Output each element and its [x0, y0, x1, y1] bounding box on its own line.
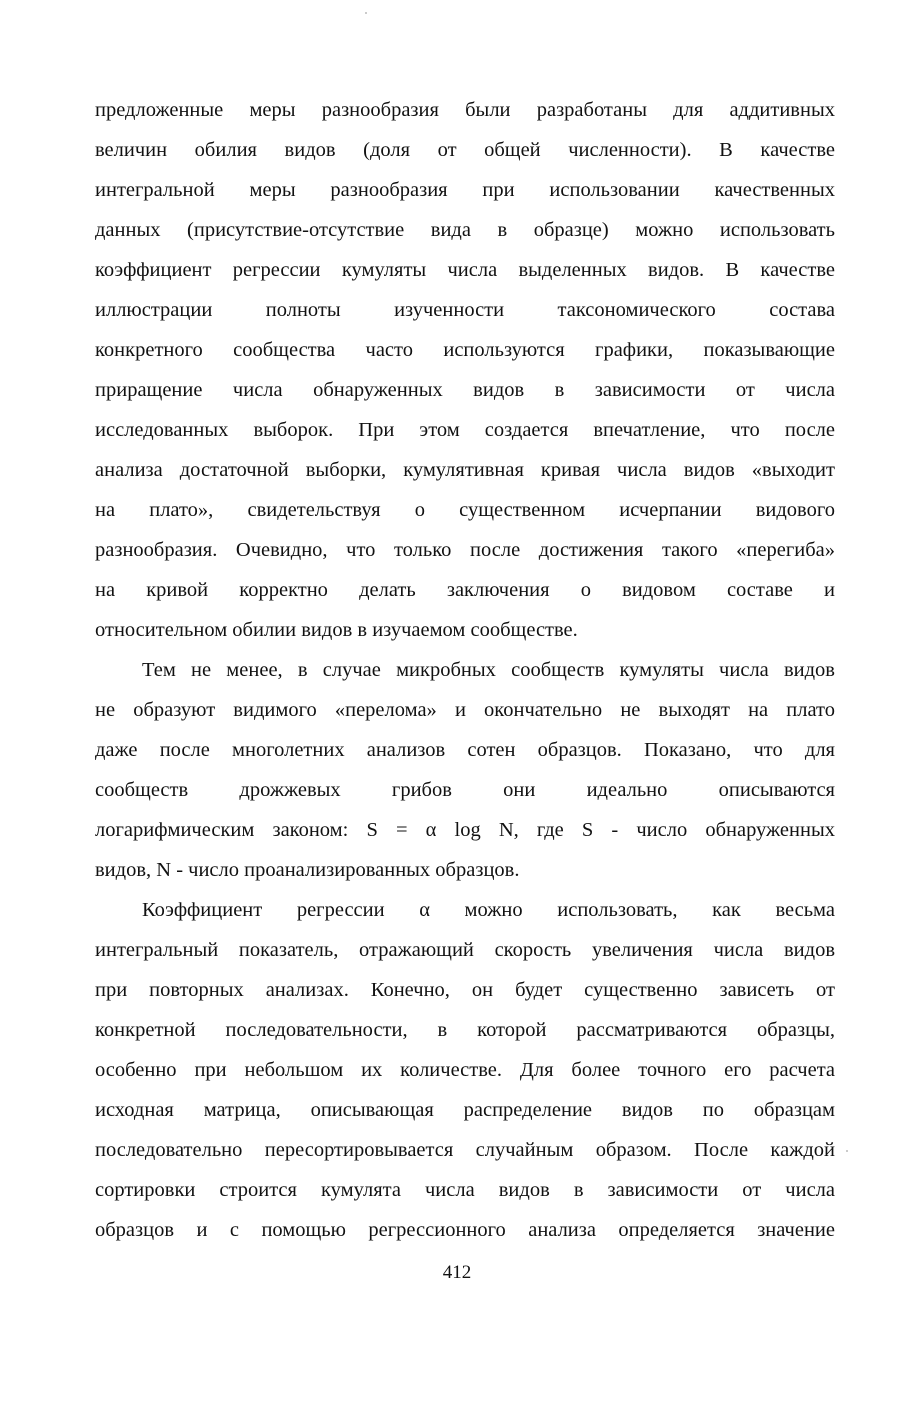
text-line: сообществ дрожжевых грибов они идеально описываются	[95, 779, 835, 801]
text-line: конкретного сообщества часто используются графики, показывающие	[95, 339, 835, 361]
scan-speck	[365, 12, 367, 14]
text-line: исходная матрица, описывающая распределение видов по образцам	[95, 1099, 835, 1121]
text-line: предложенные меры разнообразия были разработаны для аддитивных	[95, 99, 835, 121]
paragraph-1	[95, 90, 835, 650]
body-text	[95, 90, 835, 1250]
text-line: сортировки строится кумулята числа видов в зависимости от числа	[95, 1179, 835, 1201]
text-line: даже после многолетних анализов сотен образцов. Показано, что для	[95, 739, 835, 761]
page-number: 412	[442, 1262, 472, 1283]
text-line: Коэффициент регрессии α можно использовать, как весьма	[142, 899, 835, 921]
paragraph-2	[95, 650, 835, 890]
text-line: исследованных выборок. При этом создается впечатление, что после	[95, 419, 835, 441]
text-line: иллюстрации полноты изученности таксономического состава	[95, 299, 835, 321]
text-line: на кривой корректно делать заключения о видовом составе и	[95, 579, 835, 601]
text-line: коэффициент регрессии кумуляты числа выделенных видов. В качестве	[95, 259, 835, 281]
text-line: последовательно пересортировывается случайным образом. После каждой	[95, 1139, 835, 1161]
text-line: видов, N - число проанализированных образцов.	[95, 859, 520, 881]
text-line: интегральный показатель, отражающий скорость увеличения числа видов	[95, 939, 835, 961]
text-line: интегральной меры разнообразия при использовании качественных	[95, 179, 835, 201]
text-line: при повторных анализах. Конечно, он будет существенно зависеть от	[95, 979, 835, 1001]
text-line: относительном обилии видов в изучаемом сообществе.	[95, 619, 578, 641]
text-line: логарифмическим законом: S = α log N, где S - число обнаруженных	[95, 819, 835, 841]
text-line: разнообразия. Очевидно, что только после достижения такого «перегиба»	[95, 539, 835, 561]
text-line: величин обилия видов (доля от общей численности). В качестве	[95, 139, 835, 161]
text-line: конкретной последовательности, в которой рассматриваются образцы,	[95, 1019, 835, 1041]
text-line: данных (присутствие-отсутствие вида в образце) можно использовать	[95, 219, 835, 241]
text-line: не образуют видимого «перелома» и окончательно не выходят на плато	[95, 699, 835, 721]
text-line: приращение числа обнаруженных видов в зависимости от числа	[95, 379, 835, 401]
paragraph-3	[95, 890, 835, 1250]
text-line: образцов и с помощью регрессионного анализа определяется значение	[95, 1219, 835, 1241]
text-line: анализа достаточной выборки, кумулятивная кривая числа видов «выходит	[95, 459, 835, 481]
text-line: Тем не менее, в случае микробных сообществ кумуляты числа видов	[142, 659, 835, 681]
text-line: особенно при небольшом их количестве. Для более точного его расчета	[95, 1059, 835, 1081]
text-line: на плато», свидетельствуя о существенном исчерпании видового	[95, 499, 835, 521]
scan-speck	[846, 1150, 848, 1152]
